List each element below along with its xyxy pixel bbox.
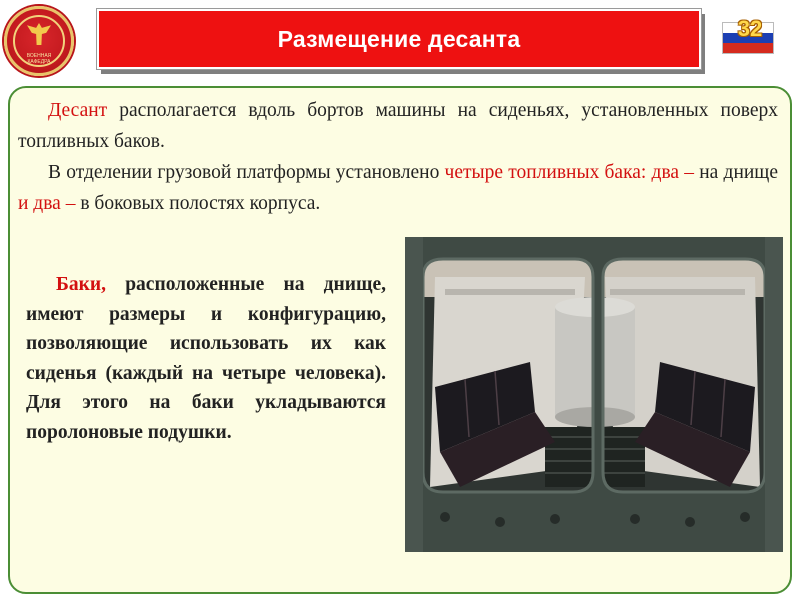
slide-number: 32 [737, 16, 763, 41]
paragraph-2-red-a: четыре топливных бака: два – [444, 162, 695, 183]
paragraph-2-red-b: и два – [18, 193, 76, 214]
paragraph-tanks-as-seats [26, 270, 386, 447]
paragraph-1-text: располагается вдоль бортов машины на сиденьях, установленных поверх топливных баков. [18, 100, 778, 152]
slide-title: Размещение десанта [277, 25, 521, 52]
title-banner [97, 9, 701, 69]
paragraph-landing-placement [18, 95, 778, 157]
troop-compartment-photo [405, 237, 783, 552]
term-tanks: Баки, [56, 274, 106, 295]
paragraph-fuel-tanks [18, 157, 778, 219]
paragraph-3-text: расположенные на днище, имеют размеры и конфигурацию, позволяющие использовать их как сиденья (каждый на четыре человека). Для этого на баки укладываются поролоновые подушки. [26, 274, 386, 443]
term-desant: Десант [48, 100, 108, 121]
paragraph-2-text-b: на днище [694, 162, 778, 183]
military-department-emblem [4, 6, 74, 76]
emblem-caption: ВОЕННАЯ КАФЕДРА [26, 53, 52, 65]
paragraph-2-text-c: в боковых полостях корпуса. [75, 193, 321, 214]
paragraph-2-text-a: В отделении грузовой платформы установлено [48, 162, 445, 183]
troop-compartment-illustration [405, 237, 783, 552]
